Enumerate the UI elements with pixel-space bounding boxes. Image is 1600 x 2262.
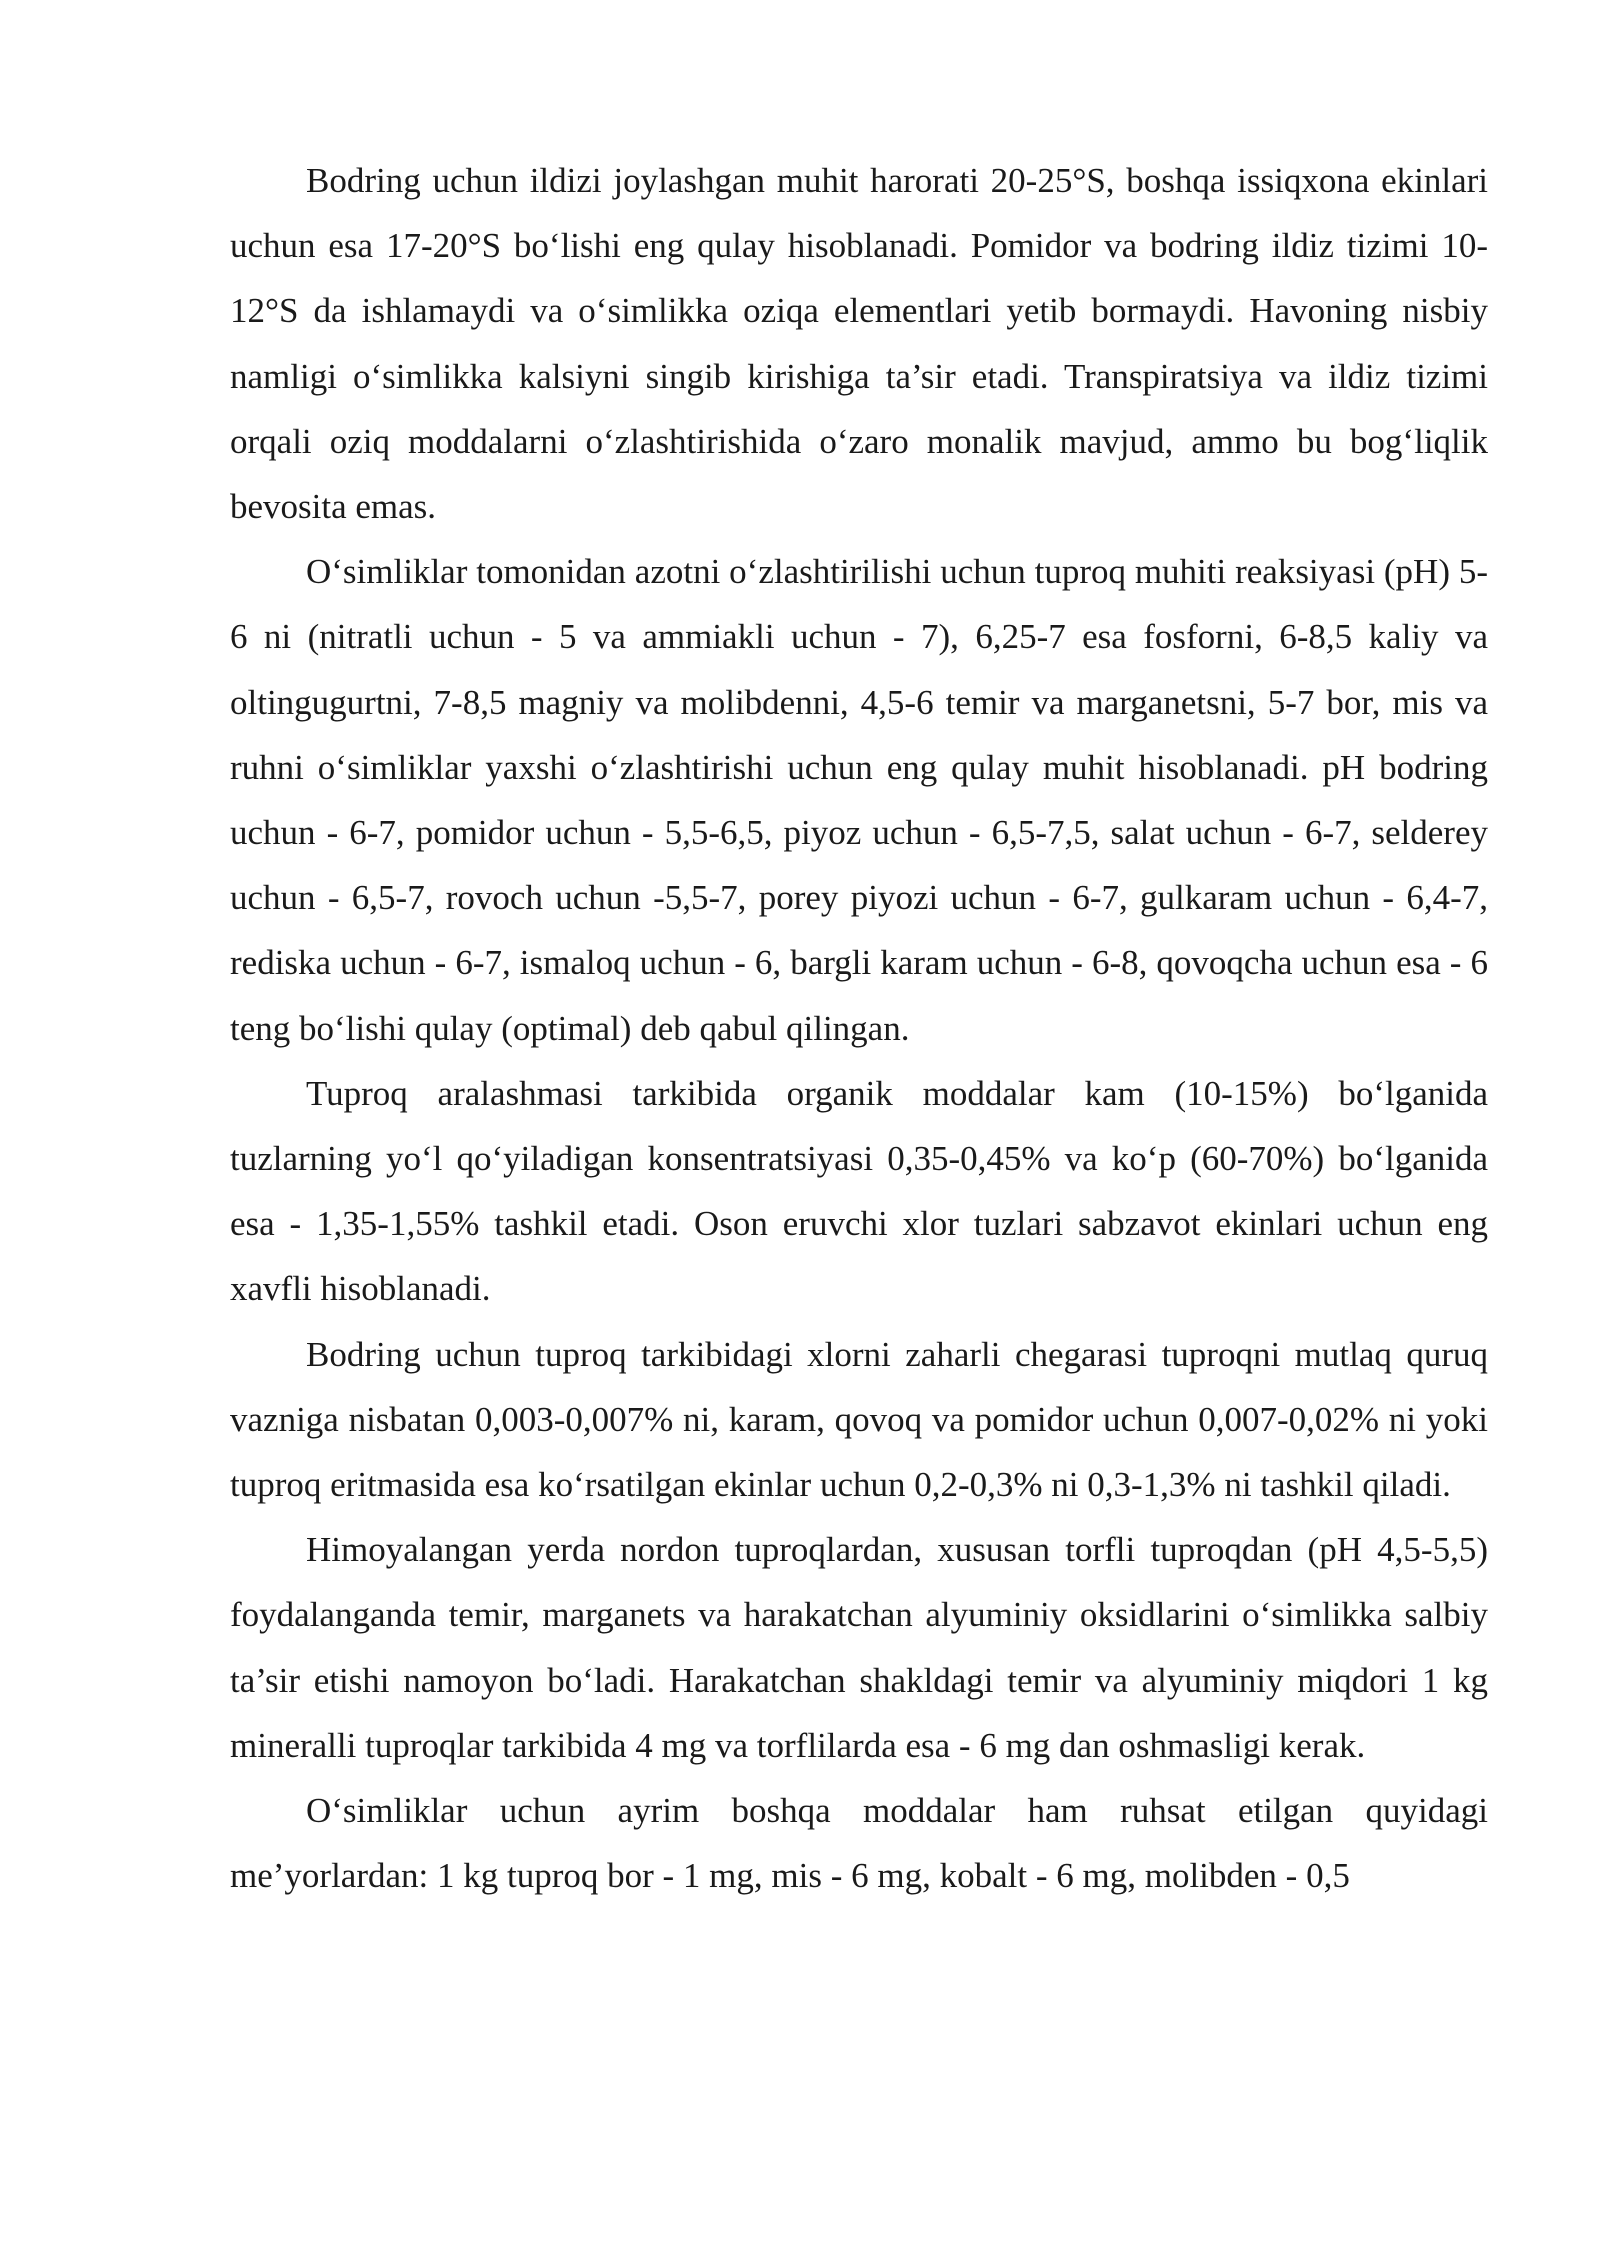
paragraph-root-temperature: Bodring uchun ildizi joylashgan muhit harorati 20-25°S, boshqa issiqxona ekinlari uchun esa 17-20°S bo‘lishi eng qulay hisoblanadi. Pomidor va bodring ildiz tizimi 10-12°S da ishlamaydi va o‘simlikka oziqa elementlari yetib bormaydi. Havoning nisbiy namligi o‘simlikka kalsiyni singib kirishiga ta’sir etadi. Transpiratsiya va ildiz tizimi orqali oziq moddalarni o‘zlashtirishida o‘zaro monalik mavjud, ammo bu bog‘liqlik bevosita emas. xyxy=(230,161,1488,527)
document-body xyxy=(230,148,1488,1908)
paragraph-salt-concentration: Tuproq aralashmasi tarkibida organik moddalar kam (10-15%) bo‘lganida tuzlarning yo‘l qo‘yiladigan konsentratsiyasi 0,35-0,45% va ko‘p (60-70%) bo‘lganida esa - 1,35-1,55% tashkil etadi. Oson eruvchi xlor tuzlari sabzavot ekinlari uchun eng xavfli hisoblanadi. xyxy=(230,1073,1488,1309)
paragraph-permitted-norms: O‘simliklar uchun ayrim boshqa moddalar ham ruhsat etilgan quyidagi me’yorlardan: 1 kg tuproq bor - 1 mg, mis - 6 mg, kobalt - 6 mg, molibden - 0,5 xyxy=(230,1791,1488,1896)
paragraph-soil-ph: O‘simliklar tomonidan azotni o‘zlashtirilishi uchun tuproq muhiti reaksiyasi (pH) 5-6 ni (nitratli uchun - 5 va ammiakli uchun - 7), 6,25-7 esa fosforni, 6-8,5 kaliy va oltingugurtni, 7-8,5 magniy va molibdenni, 4,5-6 temir va marganetsni, 5-7 bor, mis va ruhni o‘simliklar yaxshi o‘zlashtirishi uchun eng qulay muhit hisoblanadi. pH bodring uchun - 6-7, pomidor uchun - 5,5-6,5, piyoz uchun - 6,5-7,5, salat uchun - 6-7, selderey uchun - 6,5-7, rovoch uchun -5,5-7, porey piyozi uchun - 6-7, gulkaram uchun - 6,4-7, rediska uchun - 6-7, ismaloq uchun - 6, bargli karam uchun - 6-8, qovoqcha uchun esa - 6 teng bo‘lishi qulay (optimal) deb qabul qilingan. xyxy=(230,552,1488,1048)
paragraph-acidic-soils: Himoyalangan yerda nordon tuproqlardan, xususan torfli tuproqdan (pH 4,5-5,5) foydalanganda temir, marganets va harakatchan alyuminiy oksidlarini o‘simlikka salbiy ta’sir etishi namoyon bo‘ladi. Harakatchan shakldagi temir va alyuminiy miqdori 1 kg mineralli tuproqlar tarkibida 4 mg va torflilarda esa - 6 mg dan oshmasligi kerak. xyxy=(230,1530,1488,1765)
paragraph-chlorine-limit: Bodring uchun tuproq tarkibidagi xlorni zaharli chegarasi tuproqni mutlaq quruq vazniga nisbatan 0,003-0,007% ni, karam, qovoq va pomidor uchun 0,007-0,02% ni yoki tuproq eritmasida esa ko‘rsatilgan ekinlar uchun 0,2-0,3% ni 0,3-1,3% ni tashkil qiladi. xyxy=(230,1334,1488,1505)
